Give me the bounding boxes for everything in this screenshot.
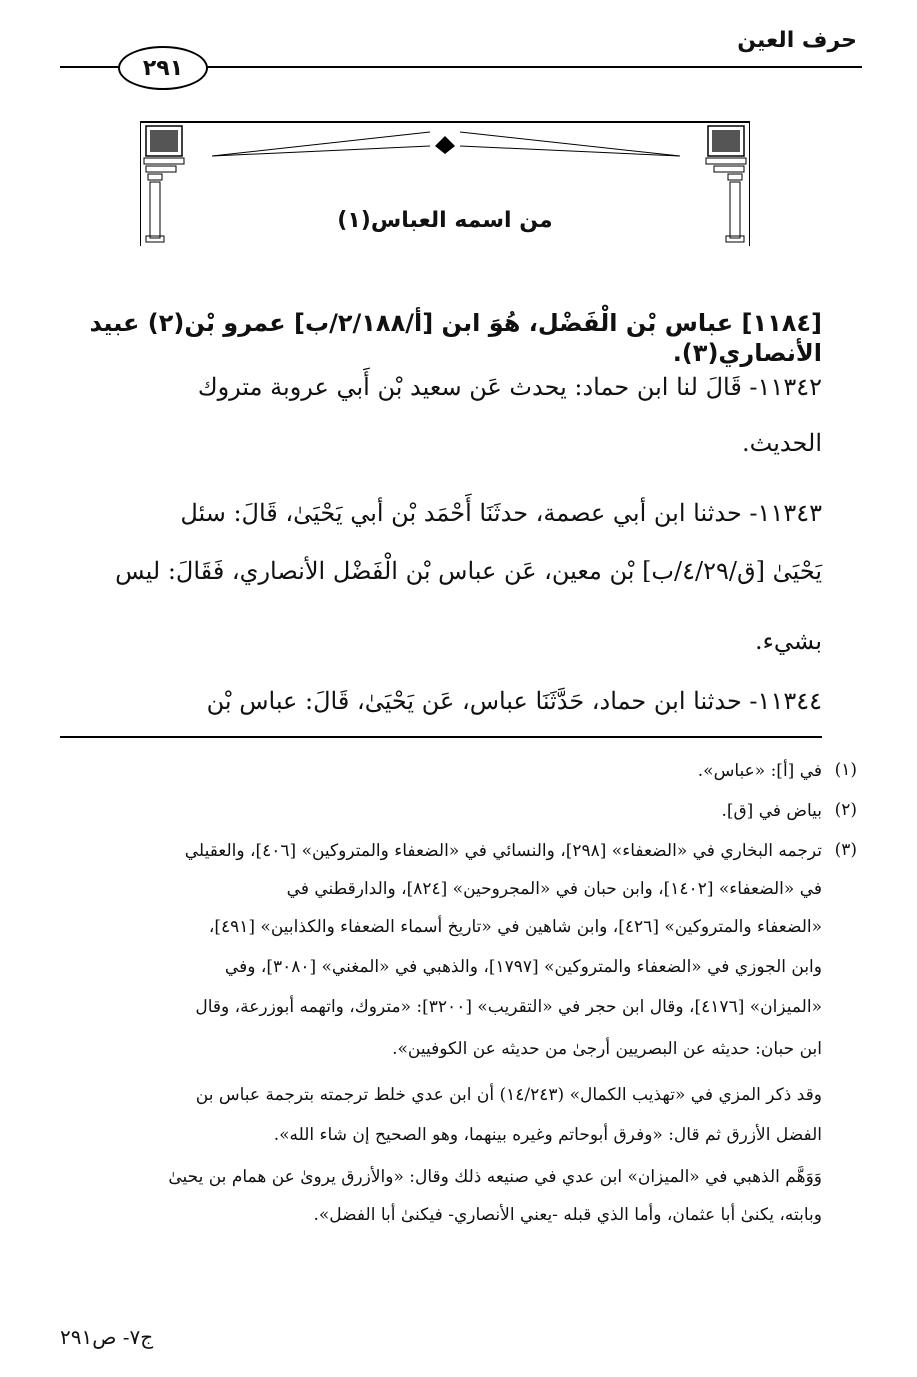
footnote-3-line-9: وَوَهَّم الذهبي في «الميزان» ابن عدي في صنيعه ذلك وقال: «والأزرق يروىٰ عن همام بن يحيىٰ bbox=[168, 1167, 822, 1187]
footnote-3-line-6: ابن حبان: حديثه عن البصريين أرجىٰ من حديثه عن الكوفيين». bbox=[392, 1039, 822, 1059]
body-line-3: ١١٣٤٣- حدثنا ابن أبي عصمة، حدثَنَا أَحْمَد بْن أبي يَحْيَىٰ، قَالَ: سئل bbox=[180, 499, 822, 527]
body-line-4: يَحْيَىٰ [ق/٤/٢٩/ب] بْن معين، عَن عباس بْن الْفَضْل الأنصاري، فَقَالَ: ليس bbox=[115, 557, 822, 585]
entry-heading: [١١٨٤] عباس بْن الْفَضْل، هُوَ ابن [أ/٢/١٨٨/ب] عمرو بْن(٢) عبيد الأنصاري(٣). bbox=[89, 309, 822, 367]
volume-page-reference: ج٧- ص٢٩١ bbox=[60, 1325, 154, 1349]
footnote-3-line-1: ترجمه البخاري في «الضعفاء» [٢٩٨]، والنسائي في «الضعفاء والمتروكين» [٤٠٦]، والعقيلي bbox=[184, 841, 822, 861]
footnote-3-line-4: وابن الجوزي في «الضعفاء والمتروكين» [١٧٩٧]، والذهبي في «المغني» [٣٠٨٠]، وفي bbox=[224, 957, 822, 977]
footnote-3-line-2: في «الضعفاء» [١٤٠٢]، وابن حبان في «المجروحين» [٨٢٤]، والدارقطني في bbox=[286, 879, 822, 899]
footnote-1-num: (١) bbox=[834, 760, 857, 780]
footnote-2-num: (٢) bbox=[834, 800, 857, 820]
body-line-1: ١١٣٤٢- قَالَ لنا ابن حماد: يحدث عَن سعيد بْن أَبي عروبة متروك bbox=[197, 373, 822, 401]
page-number bbox=[118, 46, 208, 90]
body-line-5: بشيء. bbox=[754, 627, 822, 655]
footnote-3-line-3: «الضعفاء والمتروكين» [٤٢٦]، وابن شاهين في «تاريخ أسماء الضعفاء والكذابين» [٤٩١]، bbox=[208, 917, 822, 937]
footnote-3-line-8: الفضل الأزرق ثم قال: «وفرق أبوحاتم وغيره بينهما، وهو الصحيح إن شاء الله». bbox=[273, 1125, 822, 1145]
footnote-2: بياض في [ق]. bbox=[721, 801, 822, 821]
footnote-3-line-7: وقد ذكر المزي في «تهذيب الكمال» (١٤/٢٤٣) أن ابن عدي خلط ترجمته بترجمة عباس بن bbox=[195, 1085, 822, 1105]
page-number-text: ٢٩١ bbox=[142, 55, 184, 81]
chapter-title: من اسمه العباس(١) bbox=[337, 208, 553, 233]
footnote-1: في [أ]: «عباس». bbox=[697, 761, 822, 781]
body-line-2: الحديث. bbox=[742, 429, 822, 457]
body-line-6: ١١٣٤٤- حدثنا ابن حماد، حَدَّثَنَا عباس، عَن يَحْيَىٰ، قَالَ: عباس بْن bbox=[206, 687, 822, 715]
running-head: حرف العين bbox=[737, 28, 857, 53]
footnote-rule bbox=[60, 736, 822, 738]
footnote-3-line-5: «الميزان» [٤١٧٦]، وقال ابن حجر في «التقريب» [٣٢٠٠]: «متروك، واتهمه أبوزرعة، وقال bbox=[195, 997, 822, 1017]
footnote-3-line-10: وبابته، يكنىٰ أبا عثمان، وأما الذي قبله -يعني الأنصاري- فيكنىٰ أبا الفضل». bbox=[313, 1205, 822, 1225]
footnote-3-num: (٣) bbox=[834, 840, 857, 860]
